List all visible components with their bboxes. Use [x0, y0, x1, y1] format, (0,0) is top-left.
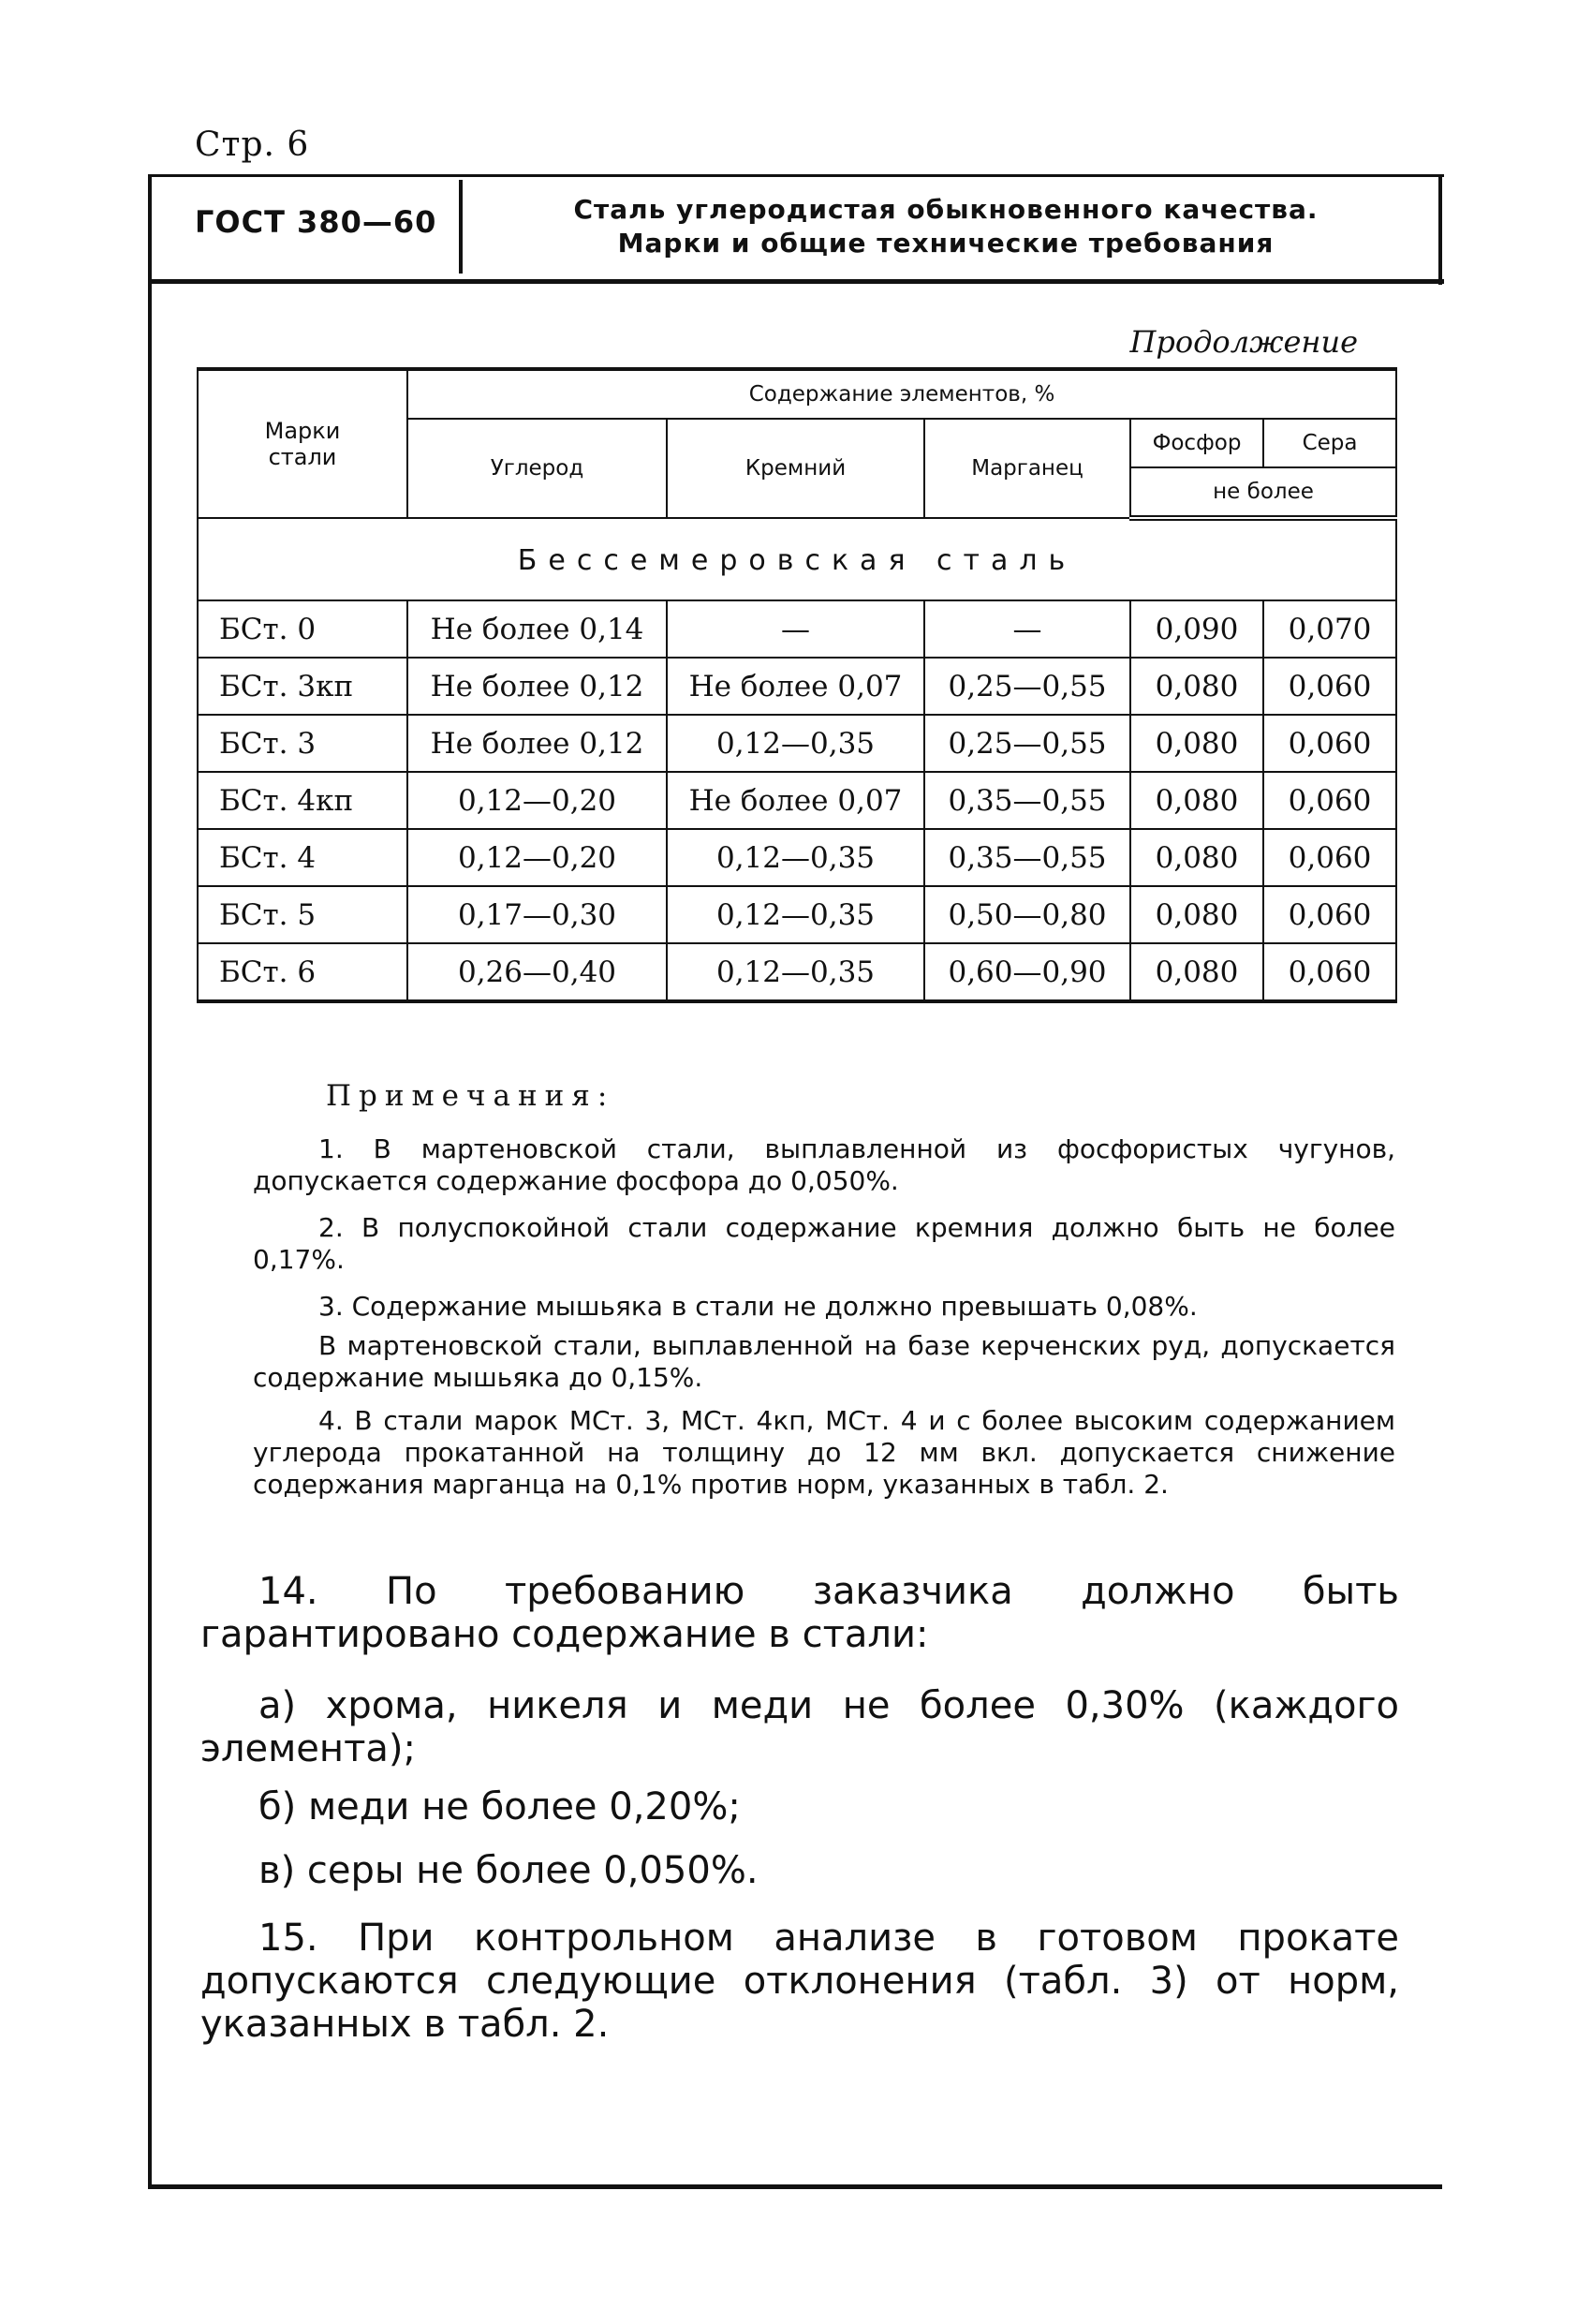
paragraph-14: 14. По требованию заказчика должно быть гарантировано содержание в стали: — [200, 1570, 1399, 1656]
cell-manganese: 0,50—0,80 — [924, 886, 1130, 943]
steel-composition-table — [197, 367, 1397, 1003]
title-line-2: Марки и общие технические требования — [617, 228, 1275, 259]
cell-grade: БСт. 0 — [198, 600, 407, 658]
cell-sulfur: 0,060 — [1263, 772, 1396, 829]
cell-phosphorus: 0,080 — [1130, 829, 1263, 886]
cell-manganese: — — [924, 600, 1130, 658]
table-row — [198, 658, 1396, 715]
table-row — [198, 600, 1396, 658]
note-3: 3. Содержание мышьяка в стали не должно превышать 0,08%. — [318, 1291, 1198, 1322]
header-not-more: не более — [1130, 467, 1396, 518]
cell-carbon: Не более 0,12 — [407, 658, 667, 715]
note-1: 1. В мартеновской стали, выплавленной из фосфористых чугунов, допускается содержание фосфора до 0,050%. — [253, 1133, 1395, 1196]
cell-grade: БСт. 4кп — [198, 772, 407, 829]
header-phosphorus: Фосфор — [1130, 419, 1263, 467]
cell-manganese: 0,60—0,90 — [924, 943, 1130, 1001]
table-row — [198, 829, 1396, 886]
table-row — [198, 772, 1396, 829]
notes-heading: Примечания: — [326, 1079, 615, 1113]
cell-manganese: 0,25—0,55 — [924, 658, 1130, 715]
cell-phosphorus: 0,090 — [1130, 600, 1263, 658]
cell-silicon: Не более 0,07 — [667, 658, 924, 715]
paragraph-item-b: б) меди не более 0,20%; — [258, 1785, 741, 1828]
cell-grade: БСт. 3 — [198, 715, 407, 772]
note-4: 4. В стали марок МСт. 3, МСт. 4кп, МСт. 4 и с более высоким содержанием углерода прокатанной на толщину до 12 мм вкл. допускается снижение содержания марганца на 0,1% против норм, указанных в табл. 2. — [253, 1405, 1395, 1500]
paragraph-item-a: а) хрома, никеля и меди не более 0,30% (каждого элемента); — [200, 1684, 1399, 1770]
table-row — [198, 715, 1396, 772]
cell-silicon: 0,12—0,35 — [667, 943, 924, 1001]
cell-silicon: Не более 0,07 — [667, 772, 924, 829]
standard-code: ГОСТ 380—60 — [195, 204, 437, 240]
header-separator — [459, 180, 463, 274]
header-content: Содержание элементов, % — [407, 369, 1396, 419]
header-manganese: Марганец — [924, 419, 1130, 518]
cell-manganese: 0,25—0,55 — [924, 715, 1130, 772]
cell-carbon: 0,17—0,30 — [407, 886, 667, 943]
cell-grade: БСт. 3кп — [198, 658, 407, 715]
note-2: 2. В полуспокойной стали содержание кремния должно быть не более 0,17%. — [253, 1212, 1395, 1275]
header-silicon: Кремний — [667, 419, 924, 518]
cell-carbon: Не более 0,12 — [407, 715, 667, 772]
continuation-label: Продолжение — [1129, 324, 1358, 360]
cell-phosphorus: 0,080 — [1130, 715, 1263, 772]
cell-sulfur: 0,060 — [1263, 943, 1396, 1001]
paragraph-15: 15. При контрольном анализе в готовом прокате допускаются следующие отклонения (табл. 3) от норм, указанных в табл. 2. — [200, 1917, 1399, 2046]
cell-sulfur: 0,070 — [1263, 600, 1396, 658]
title-line-1: Сталь углеродистая обыкновенного качества. — [573, 194, 1319, 225]
cell-phosphorus: 0,080 — [1130, 943, 1263, 1001]
frame-bottom-border — [148, 2184, 1442, 2189]
cell-sulfur: 0,060 — [1263, 715, 1396, 772]
document-title — [506, 193, 1386, 260]
cell-silicon: 0,12—0,35 — [667, 886, 924, 943]
cell-grade: БСт. 5 — [198, 886, 407, 943]
cell-silicon: 0,12—0,35 — [667, 715, 924, 772]
section-title: Бессемеровская сталь — [198, 518, 1396, 600]
cell-manganese: 0,35—0,55 — [924, 772, 1130, 829]
cell-phosphorus: 0,080 — [1130, 772, 1263, 829]
cell-carbon: 0,26—0,40 — [407, 943, 667, 1001]
header-grade: Марки стали — [198, 369, 407, 518]
cell-carbon: Не более 0,14 — [407, 600, 667, 658]
header-carbon: Углерод — [407, 419, 667, 518]
cell-sulfur: 0,060 — [1263, 658, 1396, 715]
cell-sulfur: 0,060 — [1263, 886, 1396, 943]
header-sulfur: Сера — [1263, 419, 1396, 467]
header-bottom-border — [148, 279, 1444, 284]
page-number: Стр. 6 — [195, 126, 310, 164]
table-row — [198, 943, 1396, 1001]
cell-manganese: 0,35—0,55 — [924, 829, 1130, 886]
frame-left-border — [148, 174, 152, 2188]
cell-grade: БСт. 6 — [198, 943, 407, 1001]
cell-grade: БСт. 4 — [198, 829, 407, 886]
cell-silicon: — — [667, 600, 924, 658]
table-row — [198, 886, 1396, 943]
paragraph-item-v: в) серы не более 0,050%. — [258, 1849, 759, 1892]
frame-right-border — [1438, 174, 1442, 285]
cell-sulfur: 0,060 — [1263, 829, 1396, 886]
note-3-addendum: В мартеновской стали, выплавленной на базе керченских руд, допускается содержание мышьяка до 0,15%. — [253, 1330, 1395, 1393]
cell-silicon: 0,12—0,35 — [667, 829, 924, 886]
cell-phosphorus: 0,080 — [1130, 886, 1263, 943]
cell-carbon: 0,12—0,20 — [407, 829, 667, 886]
cell-phosphorus: 0,080 — [1130, 658, 1263, 715]
frame-top-border — [148, 174, 1444, 177]
cell-carbon: 0,12—0,20 — [407, 772, 667, 829]
